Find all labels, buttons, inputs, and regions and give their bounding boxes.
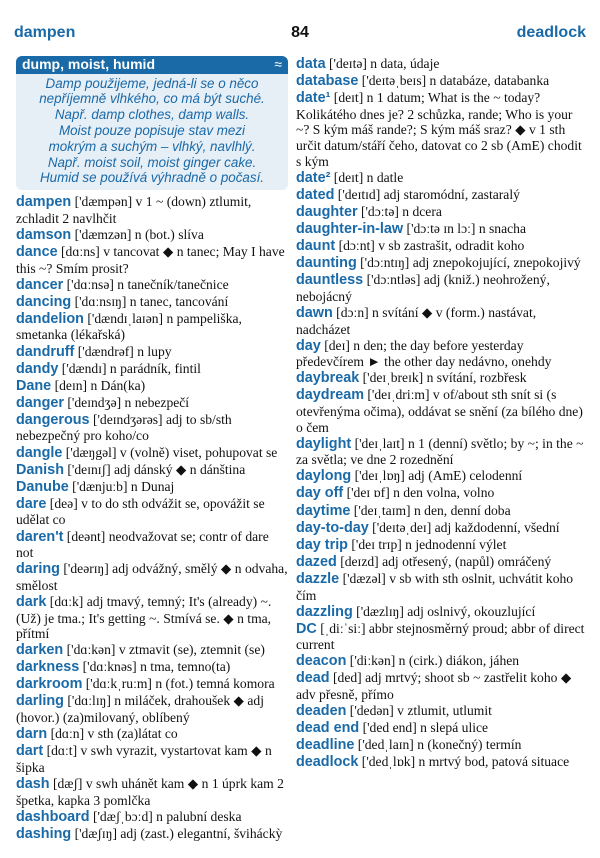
dictionary-entry [296,436,586,468]
usage-note-title [16,56,288,74]
headword: dancer [16,276,64,293]
definition: ['deɪnɪʃ] adj dánský ◆ n dánština [63,461,246,477]
definition: ['dændrəf] n lupy [74,343,172,359]
dictionary-entry [16,395,288,412]
definition: ['dɑːnsə] n tanečník/tanečnice [63,276,229,292]
dictionary-entry [296,305,586,337]
headword: dash [16,775,50,792]
right-entry-list [296,56,586,771]
usage-note-line: Humid se používá výhradně o počasí. [39,170,265,186]
dictionary-entry [16,659,288,676]
definition: [deɪt] n datle [330,169,404,185]
headword: dawn [296,304,333,321]
headword: deacon [296,653,347,670]
headword: daydream [296,387,364,404]
definition: ['deɪˌtaɪm] n den, denní doba [350,502,511,518]
headword: dauntless [296,272,364,289]
headword: data [296,56,326,72]
dictionary-entry [16,378,288,395]
dictionary-entry [296,537,586,554]
usage-note-line: Moist pouze popisuje stav mezi [58,122,246,138]
headword: dark [16,593,47,610]
headword: dead end [296,720,360,737]
definition: [dæʃ] v swh uhánět kam ◆ n 1 úprk kam 2 špetka, kapka 3 pomlčka [16,775,284,808]
dictionary-entry [296,338,586,370]
definition: ['deɪ ɒf] n den volna, volno [343,485,495,501]
headword: dated [296,186,335,203]
definition: ['dæʃɪŋ] adj (zast.) elegantní, šviháckỳ [71,825,283,841]
dictionary-entry [296,670,586,702]
dictionary-entry [296,73,586,90]
definition: ['ded end] n slepá ulice [359,720,489,736]
dictionary-entry [16,277,288,294]
headword: dazzle [296,570,340,587]
headword: day off [296,485,344,502]
dictionary-entry [16,479,288,496]
headword: darn [16,726,48,743]
headword: deadline [296,737,355,754]
definition: ['dændɪ] n parádník, fintil [58,360,201,376]
dictionary-entry [16,642,288,659]
dictionary-entry [296,520,586,537]
definition: ['deɪˌlaɪt] n 1 (denní) světlo; by ~; in the ~ za světla; ve dne 2 rozednění [296,435,584,468]
definition: ['deɪˌbreɪk] n svítání, rozbřesk [359,370,527,386]
dictionary-entry [16,809,288,826]
definition: ['diːkən] n (cirk.) diákon, jáhen [346,653,520,669]
definition: ['dedˌlaɪn] n (konečný) termín [354,737,522,753]
usage-note-line: Damp použijeme, jedná-li se o něco [45,75,259,91]
dictionary-entry [16,344,288,361]
headword: daylong [296,468,352,485]
dictionary-entry [296,272,586,304]
dictionary-entry [296,754,586,771]
definition: ['deɪˌlɒŋ] adj (AmE) celodenní [351,468,523,484]
dictionary-entry [16,294,288,311]
headword: daybreak [296,370,360,387]
headword: daunt [296,238,336,255]
definition: ['deɪndʒərəs] adj to sb/sth nebezpečný pro koho/co [16,411,232,444]
headword: dazed [296,553,337,570]
headword: darken [16,642,64,659]
definition: ['dænjuːb] n Dunaj [68,478,175,494]
dictionary-entry [296,238,586,255]
right-column [296,56,586,772]
headword: dandelion [16,310,84,327]
dictionary-entry [16,227,288,244]
headword: daughter-in-law [296,220,404,237]
dictionary-entry [296,370,586,387]
headword: deadlock [296,754,359,771]
dictionary-entry [16,462,288,479]
definition: ['dɔːntləs] adj (kniž.) neohrožený, nebojácný [296,272,550,304]
definition: [deɪ] n den; the day before yesterday předevčírem ► the other day nedávno, onehdy [296,337,552,370]
definition: ['deɪ trɪp] n jednodenní výlet [347,536,507,552]
left-column [16,56,288,843]
definition: [deɪn] n Dán(ka) [51,377,146,393]
headword: database [296,73,359,90]
usage-note-title-text: dump, moist, humid [22,56,155,72]
headword: darkness [16,659,80,676]
dictionary-entry [16,361,288,378]
usage-note-box [16,56,288,190]
dictionary-entry [296,554,586,571]
dictionary-entry [16,743,288,775]
dictionary-entry [296,571,586,603]
definition: ['deɪtɪd] adj staromódní, zastaralý [334,186,520,202]
dictionary-entry [296,503,586,520]
headword: Dane [16,377,52,394]
dictionary-entry [16,194,288,226]
headword: damson [16,226,72,243]
definition: ['deɪˌdriːm] v of/about sth snít si (s otevřenýma očima), oddávat se snění (za bílého dne) o čem [296,387,583,435]
headword: date² [296,169,331,186]
headword: dazzling [296,603,353,620]
guide-word-left: dampen [14,24,76,41]
definition: ['dæŋgəl] v (volně) viset, pohupovat se [62,444,278,460]
headword: day-to-day [296,519,369,536]
definition: ['dæzlɪŋ] adj oslnivý, okouzlující [352,603,536,619]
dictionary-entry [16,726,288,743]
definition: ['dɑːnsɪŋ] n tanec, tancování [71,293,229,309]
headword: dampen [16,194,72,211]
dictionary-entry [296,387,586,435]
dictionary-entry [296,187,586,204]
dictionary-entry [16,412,288,444]
definition: ['dæmzən] n (bot.) slíva [71,226,204,242]
dictionary-entry [296,737,586,754]
definition: ['dændɪˌlaɪən] n pampeliška, smetanka (lékařská) [16,310,242,343]
headword: day trip [296,536,348,553]
dictionary-entry [16,676,288,693]
headword: dare [16,495,47,512]
dictionary-entry [16,311,288,343]
definition: ['dɑːkˌruːm] n (fot.) temná komora [82,676,275,692]
definition: [dɔːn] n svítání ◆ v (form.) nastávat, nadcházet [296,304,537,337]
dictionary-entry [296,621,586,653]
headword: DC [296,620,317,637]
dictionary-entry [296,485,586,502]
headword: Danube [16,478,69,495]
headword: dangerous [16,411,90,428]
dictionary-entry [296,221,586,238]
dictionary-entry [296,703,586,720]
definition: [dɑːt] v swh vyrazit, vystartovat kam ◆ n šipka [16,743,272,775]
dictionary-entry [296,90,586,169]
usage-note-line: nepříjemně vlhkého, co má být suché. [39,91,265,107]
definition: [dɑːk] adj tmavý, temný; It's (already) ~. (Už) je tma.; It's getting ~. Stmívá se. ◆ n tma, přítmí [16,593,272,642]
headword: daring [16,561,60,578]
definition: [dɔːnt] v sb zastrašit, odradit koho [335,238,525,254]
definition: ['dɔːtə] n dcera [357,203,442,219]
dictionary-entry [16,561,288,593]
dictionary-entry [296,204,586,221]
headword: daylight [296,435,352,452]
headword: danger [16,394,64,411]
left-entry-list [16,194,288,842]
usage-note-body [16,74,288,187]
headword: daunting [296,255,357,272]
dictionary-entry [16,445,288,462]
definition: ['dɑːkən] v ztmavit (se), ztemnit (se) [63,642,265,658]
definition: [ded] adj mrtvý; shoot sb ~ zastřelit koho ◆ adv přesně, přímo [296,670,572,703]
dictionary-entry [16,776,288,808]
headword: Danish [16,461,64,478]
page-header [14,24,586,46]
dictionary-entry [296,468,586,485]
definition: [deə] v to do sth odvážit se, opovážit se udělat co [16,495,265,528]
headword: darling [16,693,64,710]
definition: [deɪzd] adj otřesený, (napůl) omráčený [336,553,552,569]
dictionary-entry [296,255,586,272]
usage-note-line: mokrým a suchým – vlhký, navlhlý. [48,138,256,154]
definition: [ˌdiːˈsiː] abbr stejnosměrný proud; abbr of direct current [296,620,585,653]
usage-note-line: Např. damp clothes, damp walls. [54,107,250,123]
definition: ['dæmpən] v 1 ~ (down) ztlumit, zchladit 2 navlhčit [16,194,252,226]
dictionary-entry [16,496,288,528]
dictionary-entry [296,653,586,670]
dictionary-entry [16,529,288,561]
definition: ['deɪtəˌbeɪs] n databáze, databanka [358,73,550,89]
definition: ['deərɪŋ] adj odvážný, smělý ◆ n odvaha, smělost [16,561,288,593]
guide-word-right: deadlock [516,24,586,41]
headword: dandy [16,360,59,377]
definition: ['dɔːtə ɪn lɔː] n snacha [403,220,526,236]
dictionary-entry [16,693,288,725]
headword: daytime [296,502,351,519]
headword: daughter [296,203,358,220]
definition: ['dedən] v ztlumit, utlumit [346,703,492,719]
dictionary-entry [16,594,288,642]
headword: dandruff [16,343,75,360]
headword: dangle [16,444,63,461]
definition: ['deɪndʒə] n nebezpečí [63,394,190,410]
definition: ['dɑːknəs] n tma, temno(ta) [79,659,231,675]
headword: dashboard [16,808,90,825]
approx-icon: ≈ [274,56,282,72]
definition: ['deɪtə] n data, údaje [325,56,440,71]
definition: ['dɑːlɪŋ] n miláček, drahoušek ◆ adj (hovor.) (za)milovaný, oblíbený [16,693,264,726]
usage-note-line: Např. moist soil, moist ginger cake. [47,154,257,170]
definition: ['dæʃˌbɔːd] n palubní deska [89,808,242,824]
headword: dance [16,243,58,260]
headword: dancing [16,293,72,310]
definition: ['dedˌlɒk] n mrtvý bod, patová situace [358,754,570,770]
headword: dead [296,670,330,687]
dictionary-entry [16,244,288,276]
headword: dart [16,743,44,760]
definition: ['dæzəl] v sb with sth oslnit, uchvátit koho čím [296,570,574,603]
headword: day [296,337,321,354]
definition: [deɪt] n 1 datum; What is the ~ today? Kolikátého dnes je? 2 schůzka, rande; Who is your ~? S kým máš rande?; S kým máš sraz? ◆ v 1 sth určit datum/stáří čeho, datovat co 2 sb (AmE) chodit s kým [296,90,582,169]
dictionary-entry [16,826,288,843]
page-number: 84 [291,24,309,41]
definition: ['dɔːntɪŋ] adj znepokojující, znepokojivý [356,255,581,271]
headword: deaden [296,703,347,720]
headword: darkroom [16,676,83,693]
definition: [dɑːn] v sth (za)látat co [47,726,178,742]
definition: [dɑːns] v tancovat ◆ n tanec; May I have this ~? Smím prosit? [16,243,285,276]
headword: dashing [16,825,72,842]
dictionary-entry [296,720,586,737]
dictionary-entry [296,604,586,621]
headword: daren't [16,528,64,545]
headword: date¹ [296,90,331,107]
dictionary-entry [296,56,586,73]
definition: [deənt] neodvažovat se; contr of dare not [16,528,269,561]
definition: ['deɪtəˌdeɪ] adj každodenní, všední [368,519,560,535]
dictionary-entry [296,170,586,187]
